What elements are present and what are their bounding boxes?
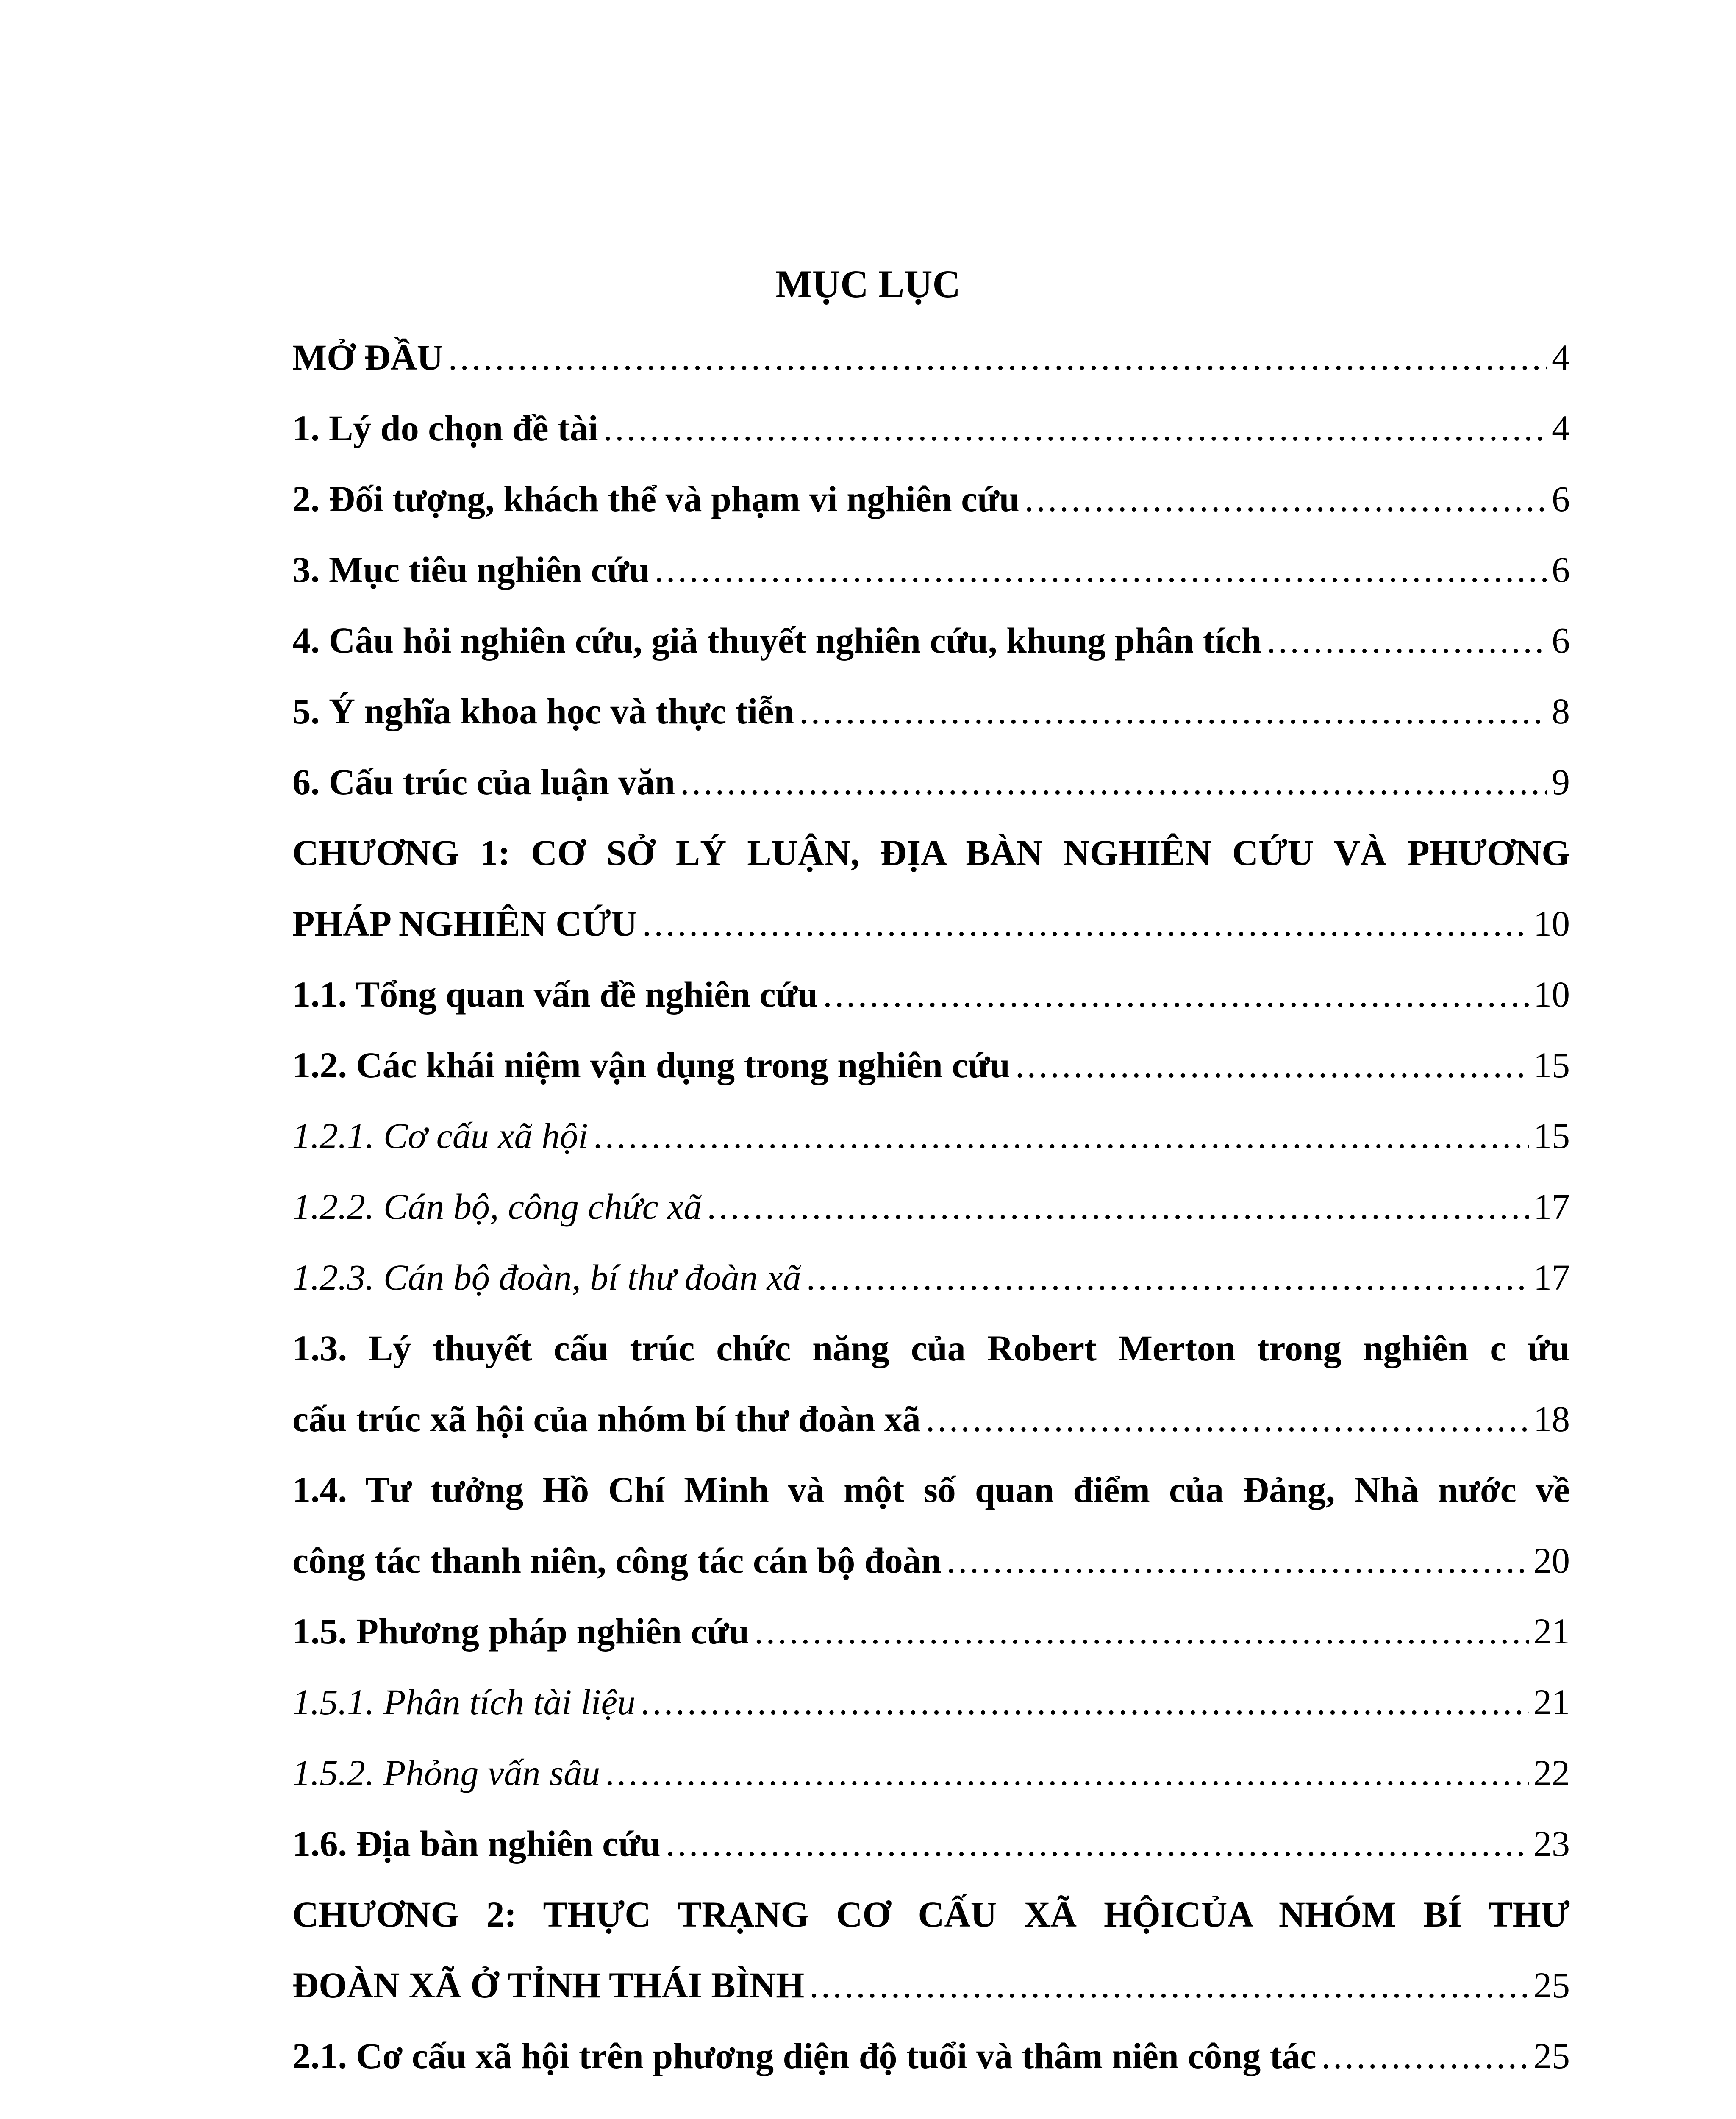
toc-entry[interactable] bbox=[292, 1808, 1570, 1879]
toc-entry-page-number: 17 bbox=[1533, 1257, 1570, 1298]
toc-entry-heading-line: CHƯƠNG 2: THỰC TRẠNG CƠ CẤU XÃ HỘICỦA NHÓM BÍ THƯ bbox=[292, 1894, 1570, 1935]
toc-entry[interactable] bbox=[292, 747, 1570, 818]
toc-entry[interactable] bbox=[292, 464, 1570, 534]
toc-entry-text: công tác thanh niên, công tác cán bộ đoàn bbox=[292, 1540, 942, 1581]
toc-entry[interactable] bbox=[292, 959, 1570, 1030]
toc-entry[interactable] bbox=[292, 1738, 1570, 1808]
dot-leader bbox=[642, 888, 1529, 959]
toc-entry[interactable] bbox=[292, 1667, 1570, 1738]
toc-entry-page-number: 10 bbox=[1533, 974, 1570, 1015]
toc-entry-page-number: 6 bbox=[1552, 549, 1570, 590]
toc-entry[interactable] bbox=[292, 1384, 1570, 1454]
toc-entry-heading-line: 1.4. Tư tưởng Hồ Chí Minh và một số quan điểm của Đảng, Nhà nước về bbox=[292, 1469, 1570, 1510]
toc-entry-heading-line: 1.3. Lý thuyết cấu trúc chức năng của Robert Merton trong nghiên c ứu bbox=[292, 1328, 1570, 1368]
dot-leader bbox=[806, 1242, 1529, 1313]
dot-leader bbox=[448, 322, 1547, 393]
dot-leader bbox=[641, 1667, 1529, 1738]
toc-entry-text: 1.1. Tổng quan vấn đề nghiên cứu bbox=[292, 974, 818, 1015]
toc-entry-page-number: 20 bbox=[1533, 1540, 1570, 1581]
toc-entry[interactable] bbox=[292, 1525, 1570, 1596]
toc-entry[interactable] bbox=[292, 1101, 1570, 1171]
dot-leader bbox=[926, 1384, 1529, 1454]
table-of-contents bbox=[292, 322, 1570, 2091]
dot-leader bbox=[946, 1525, 1529, 1596]
toc-entry-text: 4. Câu hỏi nghiên cứu, giả thuyết nghiên cứu, khung phân tích bbox=[292, 620, 1262, 661]
toc-entry-page-number: 18 bbox=[1533, 1399, 1570, 1439]
toc-entry-text: ĐOÀN XÃ Ở TỈNH THÁI BÌNH bbox=[292, 1965, 805, 2005]
toc-entry-page-number: 9 bbox=[1552, 762, 1570, 802]
toc-entry-page-number: 4 bbox=[1552, 408, 1570, 448]
toc-entry[interactable] bbox=[292, 1030, 1570, 1101]
toc-entry-text: cấu trúc xã hội của nhóm bí thư đoàn xã bbox=[292, 1399, 921, 1439]
toc-entry[interactable] bbox=[292, 1242, 1570, 1313]
dot-leader bbox=[605, 1738, 1529, 1808]
dot-leader bbox=[799, 676, 1547, 747]
dot-leader bbox=[707, 1171, 1529, 1242]
toc-entry-text: 1.5. Phương pháp nghiên cứu bbox=[292, 1611, 750, 1652]
toc-entry-text: 1.2.3. Cán bộ đoàn, bí thư đoàn xã bbox=[292, 1257, 801, 1298]
toc-entry[interactable] bbox=[292, 1171, 1570, 1242]
dot-leader bbox=[1015, 1030, 1529, 1101]
toc-entry[interactable] bbox=[292, 1950, 1570, 2021]
toc-entry-text: 1.5.2. Phỏng vấn sâu bbox=[292, 1752, 600, 1793]
toc-entry-text: 1.5.1. Phân tích tài liệu bbox=[292, 1682, 636, 1722]
toc-entry-text: MỞ ĐẦU bbox=[292, 337, 443, 378]
dot-leader bbox=[809, 1950, 1529, 2021]
toc-entry[interactable] bbox=[292, 322, 1570, 393]
toc-entry[interactable] bbox=[292, 1596, 1570, 1667]
toc-entry-page-number: 15 bbox=[1533, 1115, 1570, 1156]
toc-entry-page-number: 8 bbox=[1552, 691, 1570, 731]
toc-entry-text: 1.2. Các khái niệm vận dụng trong nghiên cứu bbox=[292, 1045, 1010, 1085]
dot-leader bbox=[1322, 2021, 1529, 2091]
dot-leader bbox=[603, 393, 1547, 464]
toc-entry[interactable] bbox=[292, 534, 1570, 605]
toc-entry-page-number: 6 bbox=[1552, 620, 1570, 661]
toc-entry-page-number: 6 bbox=[1552, 478, 1570, 519]
toc-entry-page-number: 25 bbox=[1533, 1965, 1570, 2005]
dot-leader bbox=[823, 959, 1529, 1030]
toc-entry-text: 2. Đối tượng, khách thể và phạm vi nghiên cứu bbox=[292, 478, 1019, 519]
toc-entry-page-number: 21 bbox=[1533, 1611, 1570, 1652]
toc-entry-text: 1.2.1. Cơ cấu xã hội bbox=[292, 1115, 588, 1156]
toc-entry-text: 1. Lý do chọn đề tài bbox=[292, 408, 598, 448]
toc-entry[interactable] bbox=[292, 676, 1570, 747]
toc-entry-text: 6. Cấu trúc của luận văn bbox=[292, 762, 675, 802]
toc-entry[interactable] bbox=[292, 393, 1570, 464]
dot-leader bbox=[754, 1596, 1529, 1667]
toc-entry[interactable] bbox=[292, 605, 1570, 676]
toc-entry-text: 1.6. Địa bàn nghiên cứu bbox=[292, 1823, 661, 1864]
toc-entry-page-number: 22 bbox=[1533, 1752, 1570, 1793]
toc-entry-text: 1.2.2. Cán bộ, công chức xã bbox=[292, 1186, 702, 1227]
toc-entry-text: 2.1. Cơ cấu xã hội trên phương diện độ tuổi và thâm niên công tác bbox=[292, 2036, 1317, 2076]
toc-entry-page-number: 4 bbox=[1552, 337, 1570, 378]
toc-entry-text: 3. Mục tiêu nghiên cứu bbox=[292, 549, 650, 590]
dot-leader bbox=[593, 1101, 1529, 1171]
dot-leader bbox=[654, 534, 1547, 605]
toc-entry-page-number: 15 bbox=[1533, 1045, 1570, 1085]
toc-entry-page-number: 25 bbox=[1533, 2036, 1570, 2076]
dot-leader bbox=[1267, 605, 1547, 676]
toc-entry-page-number: 10 bbox=[1533, 903, 1570, 944]
toc-entry-text: PHÁP NGHIÊN CỨU bbox=[292, 903, 637, 944]
dot-leader bbox=[680, 747, 1547, 818]
dot-leader bbox=[666, 1808, 1529, 1879]
toc-entry[interactable] bbox=[292, 888, 1570, 959]
dot-leader bbox=[1025, 464, 1547, 534]
toc-title: MỤC LỤC bbox=[775, 262, 961, 306]
toc-entry[interactable] bbox=[292, 2021, 1570, 2091]
toc-entry-page-number: 21 bbox=[1533, 1682, 1570, 1722]
toc-entry-heading-line: CHƯƠNG 1: CƠ SỞ LÝ LUẬN, ĐỊA BÀN NGHIÊN CỨU VÀ PHƯƠNG bbox=[292, 832, 1570, 873]
toc-entry-text: 5. Ý nghĩa khoa học và thực tiễn bbox=[292, 691, 794, 731]
toc-entry-page-number: 23 bbox=[1533, 1823, 1570, 1864]
toc-entry-page-number: 17 bbox=[1533, 1186, 1570, 1227]
